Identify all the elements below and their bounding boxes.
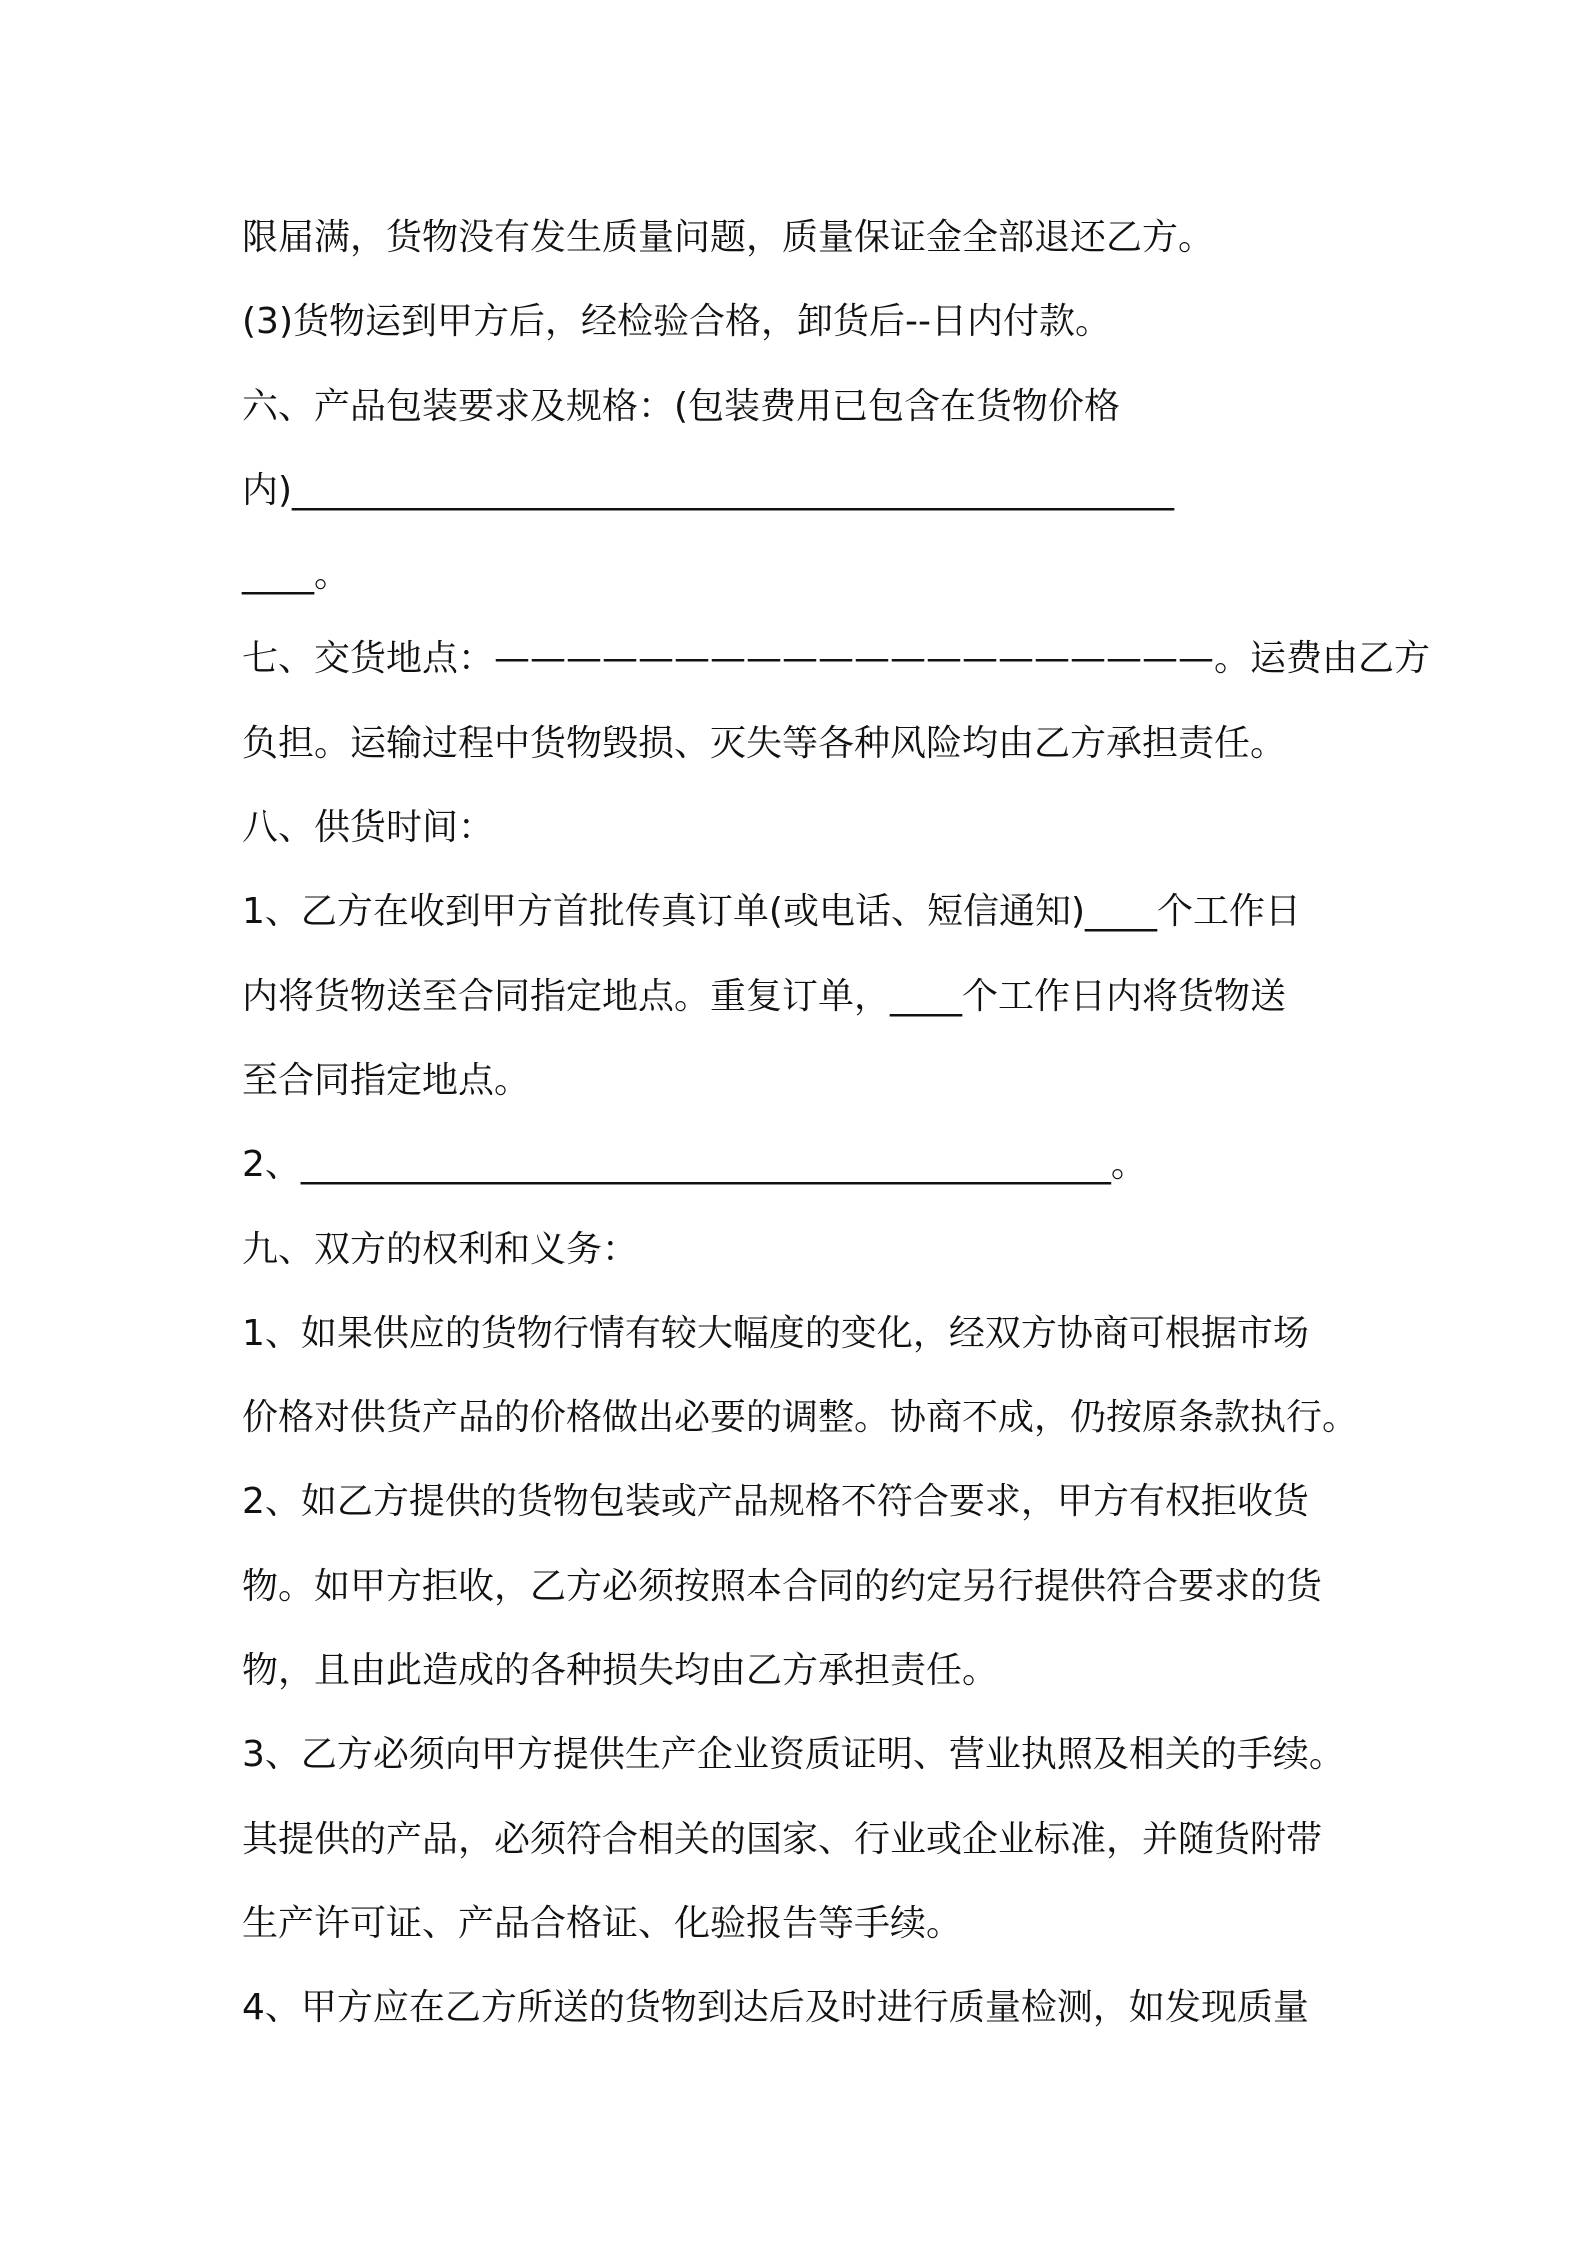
text-line-22: 4、甲方应在乙方所送的货物到达后及时进行质量检测，如发现质量 <box>242 1987 1309 2029</box>
text-line-6: 七、交货地点：————————————————————。运费由乙方 <box>242 638 1431 680</box>
text-line-7: 负担。运输过程中货物毁损、灭失等各种风险均由乙方承担责任。 <box>242 722 1287 764</box>
text-line-10: 内将货物送至合同指定地点。重复订单，____个工作日内将货物送 <box>242 975 1287 1017</box>
text-line-8: 八、供货时间： <box>242 807 495 849</box>
text-line-16: 2、如乙方提供的货物包装或产品规格不符合要求，甲方有权拒收货 <box>242 1481 1309 1523</box>
text-line-21: 生产许可证、产品合格证、化验报告等手续。 <box>242 1902 963 1944</box>
text-line-3: 六、产品包装要求及规格：(包装费用已包含在货物价格 <box>242 385 1121 427</box>
text-line-11: 至合同指定地点。 <box>242 1059 531 1101</box>
text-line-12: 2、_____________________________________________。 <box>242 1144 1147 1186</box>
text-line-9: 1、乙方在收到甲方首批传真订单(或电话、短信通知)____个工作日 <box>242 891 1301 933</box>
text-line-19: 3、乙方必须向甲方提供生产企业资质证明、营业执照及相关的手续。 <box>242 1734 1345 1776</box>
text-line-20: 其提供的产品，必须符合相关的国家、行业或企业标准，并随货附带 <box>242 1818 1323 1860</box>
text-line-14: 1、如果供应的货物行情有较大幅度的变化，经双方协商可根据市场 <box>242 1312 1309 1354</box>
text-line-5: ____。 <box>242 554 351 596</box>
text-line-15: 价格对供货产品的价格做出必要的调整。协商不成，仍按原条款执行。 <box>242 1397 1359 1439</box>
text-line-1: 限届满，货物没有发生质量问题，质量保证金全部退还乙方。 <box>242 217 1215 258</box>
contract-text <box>242 196 1431 2051</box>
text-line-2: (3)货物运到甲方后，经检验合格，卸货后--日内付款。 <box>242 301 1111 343</box>
text-line-13: 九、双方的权利和义务： <box>242 1228 639 1270</box>
text-line-4: 内)_________________________________________________ <box>242 469 1175 511</box>
text-line-17: 物。如甲方拒收，乙方必须按照本合同的约定另行提供符合要求的货 <box>242 1565 1323 1607</box>
text-line-18: 物，且由此造成的各种损失均由乙方承担责任。 <box>242 1650 999 1692</box>
